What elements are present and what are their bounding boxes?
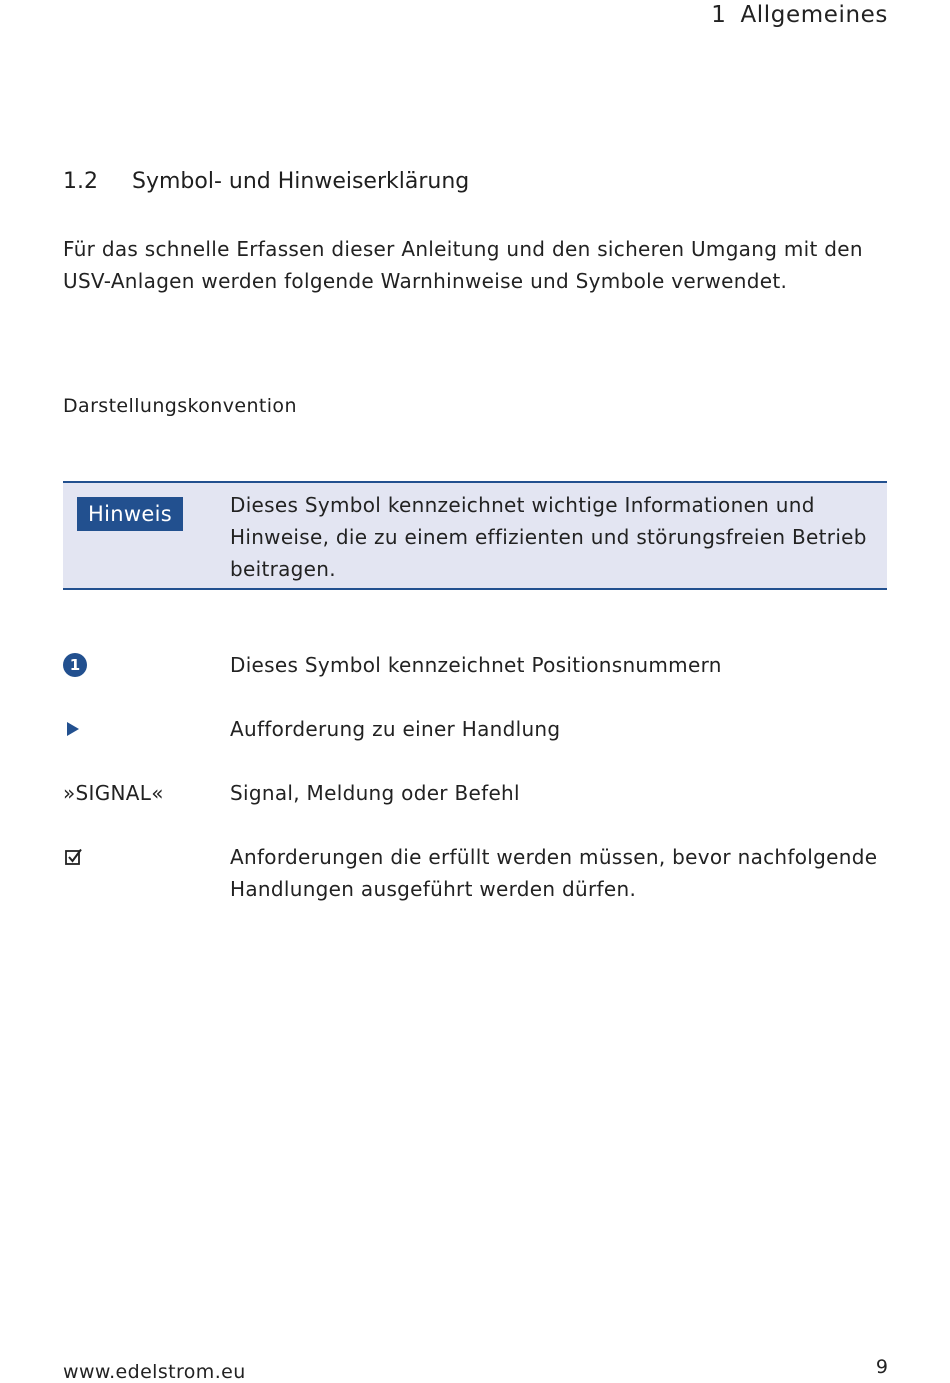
chapter-title: Allgemeines xyxy=(740,2,888,28)
legend-description xyxy=(230,649,880,681)
legend-description xyxy=(230,713,880,745)
section-number: 1.2 xyxy=(63,169,98,194)
legend-description-line: Handlungen ausgeführt werden dürfen. xyxy=(230,877,637,901)
checked-box-icon xyxy=(65,848,83,866)
running-header xyxy=(711,2,888,28)
intro-line: Für das schnelle Erfassen dieser Anleitung und den sicheren Umgang mit den xyxy=(63,237,863,261)
legend-description-line: Signal, Meldung oder Befehl xyxy=(230,781,520,805)
subheading: Darstellungskonvention xyxy=(63,395,297,417)
page-number: 9 xyxy=(875,1356,888,1378)
position-number-icon: 1 xyxy=(63,653,87,677)
intro-paragraph xyxy=(63,233,883,297)
notice-line: beitragen. xyxy=(230,557,336,581)
legend-description-line: Aufforderung zu einer Handlung xyxy=(230,717,561,741)
notice-line: Dieses Symbol kennzeichnet wichtige Informationen und xyxy=(230,493,815,517)
legend-description-line: Anforderungen die erfüllt werden müssen, bevor nachfolgende xyxy=(230,845,878,869)
action-triangle-icon xyxy=(67,722,79,736)
chapter-number: 1 xyxy=(711,2,727,28)
legend-description-line: Dieses Symbol kennzeichnet Positionsnummern xyxy=(230,653,722,677)
intro-line: USV-Anlagen werden folgende Warnhinweise und Symbole verwendet. xyxy=(63,269,788,293)
notice-line: Hinweise, die zu einem effizienten und störungsfreien Betrieb xyxy=(230,525,867,549)
notice-box xyxy=(63,481,887,590)
legend-description xyxy=(230,841,880,905)
footer-url: www.edelstrom.eu xyxy=(63,1361,246,1383)
legend-description xyxy=(230,777,880,809)
notice-badge: Hinweis xyxy=(77,497,183,531)
notice-text xyxy=(230,489,870,585)
signal-symbol-text: »SIGNAL« xyxy=(63,781,164,805)
section-heading xyxy=(63,169,469,194)
section-title: Symbol- und Hinweiserklärung xyxy=(132,169,470,194)
